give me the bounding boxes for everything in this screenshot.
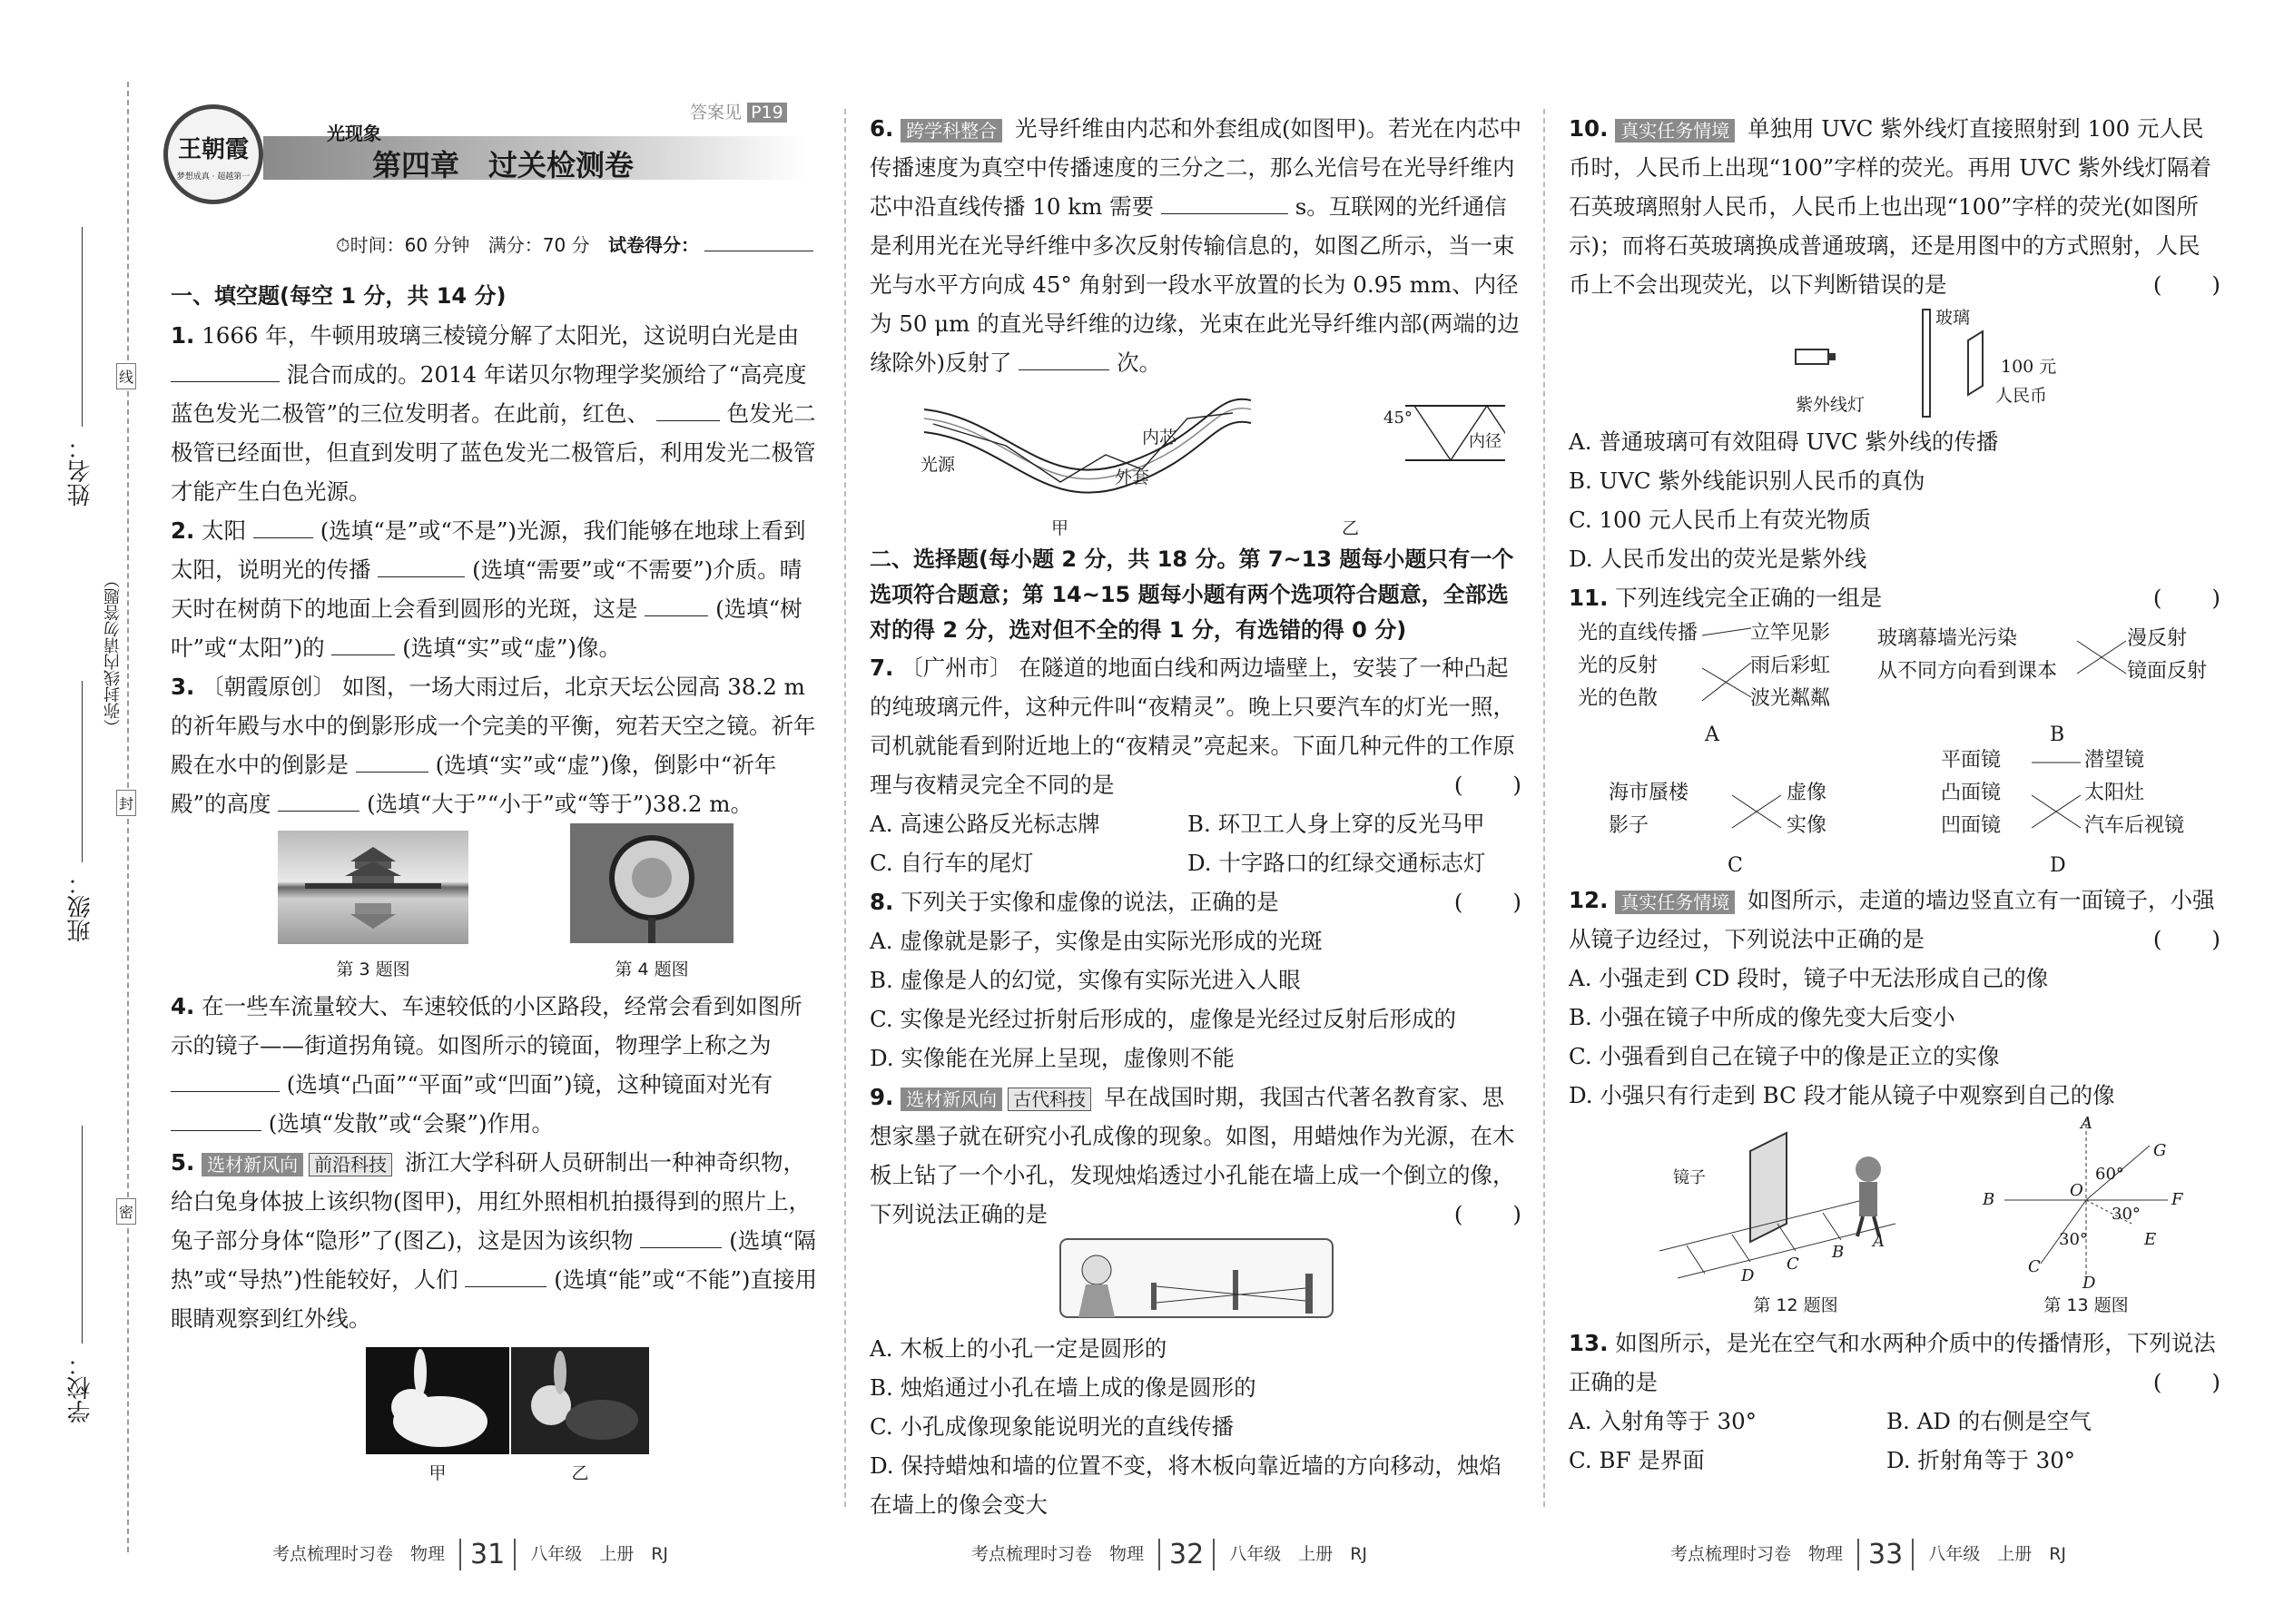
score-label: 试卷得分：: [607, 234, 699, 256]
column-1: [171, 277, 820, 1483]
fig-6b-label: 乙: [1342, 518, 1360, 538]
seal-char-1: 线: [116, 363, 136, 389]
q9-number: 9.: [870, 1084, 894, 1110]
q2-text-2: (选填“是”或“不是”)光源，我们能够在地球上看到太阳，说明光的传播: [171, 517, 806, 583]
q9-tag-2: 古代科技: [1008, 1088, 1091, 1111]
money-label-2: 人民币: [1995, 386, 2048, 406]
fig13-g: G: [2153, 1141, 2167, 1160]
q10-option-d[interactable]: D. 人民币发出的荧光是紫外线: [1569, 546, 1867, 572]
section-2-title: 二、选择题(每小题 2 分，共 18 分。第 7~13 题每小题只有一个选项符合题意；第 14~15 题每小题有两个选项符合题意，全部选对的得 2 分，选对但不全的得 1 分，有选错的得 0 分): [870, 546, 1514, 643]
pinhole-scroll-diagram: [1051, 1234, 1342, 1324]
match-d-right-3: 汽车后视镜: [2084, 814, 2185, 837]
match-a-left-3: 光的色散: [1578, 687, 1659, 710]
footer-book-31: 考点梳理时习卷 物理: [272, 1544, 446, 1564]
q3-text-2: (选填“实”或“虚”)像，倒影中“祈年殿”的高度: [171, 752, 777, 817]
time-limit: ⏱时间：60 分钟: [336, 234, 470, 256]
match-d-right-2: 太阳灶: [2084, 782, 2145, 804]
q3-number: 3.: [171, 674, 195, 700]
q1-number: 1.: [171, 322, 195, 349]
q3-text-3: (选填“大于”“小于”或“等于”)38.2 m。: [367, 791, 753, 817]
footer-book-33: 考点梳理时习卷 物理: [1670, 1544, 1844, 1564]
q13-option-d[interactable]: D. 折射角等于 30°: [1886, 1447, 2076, 1473]
q12-option-b[interactable]: B. 小强在镜子中所成的像先变大后变小: [1569, 1004, 1955, 1030]
fig12-point-b: B: [1832, 1243, 1845, 1262]
q10-text-1: 单独用 UVC 紫外线灯直接照射到 100 元人民币时，人民币上出现“100”字样的荧光。再用 UVC 紫外线灯隔着石英玻璃照射人民币，人民币上也出现“100”字样的荧光(如图所示)；而将石英玻璃换成普通玻璃，还是用图中的方式照射，人民币上不会出现荧光，以下判断错误的是: [1569, 115, 2211, 298]
q12-option-d[interactable]: D. 小强只有行走到 BC 段才能从镜子中观察到自己的像: [1569, 1082, 2115, 1108]
q12-option-c[interactable]: C. 小强看到自己在镜子中的像是正立的实像: [1569, 1043, 2000, 1069]
fig-12-caption: 第 12 题图: [1753, 1295, 1838, 1315]
fig13-o: O: [2070, 1181, 2083, 1200]
fig-13-caption: 第 13 题图: [2043, 1295, 2129, 1315]
q9-option-a[interactable]: A. 木板上的小孔一定是圆形的: [870, 1335, 1167, 1362]
match-b-right-1: 漫反射: [2127, 627, 2188, 650]
fig-3-4-row: [171, 823, 820, 987]
match-b-left: [1877, 623, 2057, 688]
column-divider-1: [844, 109, 846, 1507]
q2-blank-4[interactable]: [331, 631, 395, 655]
q7-options-row-1: [870, 804, 1523, 843]
q13-option-b[interactable]: B. AD 的右侧是空气: [1886, 1408, 2092, 1434]
q5-blank-1[interactable]: [640, 1224, 722, 1248]
logo-sub: 梦想成真 · 超越第一: [176, 172, 251, 182]
q11-text-1: 下列连线完全正确的一组是: [1615, 585, 1883, 611]
q6-number: 6.: [870, 115, 894, 142]
q5-blank-2[interactable]: [465, 1263, 546, 1287]
q9-answer-paren[interactable]: ( ): [1453, 1201, 1523, 1227]
page-title: 第四章 过关检测卷: [372, 148, 635, 182]
q3-tag: 〔朝霞原创〕: [202, 674, 336, 700]
q8-number: 8.: [870, 889, 894, 915]
q6-text-1: 光导纤维由内芯和外套组成(如图甲)。若光在内芯中传播速度为真空中传播速度的三分之二，那么光信号在光导纤维内芯中沿直线传播 10 km 需要: [870, 115, 1522, 220]
q11-answer-paren[interactable]: ( ): [2152, 585, 2222, 611]
q12-tag: 真实任务情境: [1615, 891, 1735, 914]
answer-page-badge: P19: [747, 103, 787, 123]
fig12-point-c: C: [1787, 1255, 1799, 1274]
money-label-1: 100 元: [2001, 357, 2057, 377]
question-11: [1569, 578, 2222, 617]
match-b-label: B: [2050, 723, 2065, 746]
q1-text-2: 混合而成的。2014 年诺贝尔物理学奖颁给了“高亮度蓝色发光二极管”的三位发明者。在此前，红色、: [171, 361, 807, 427]
q5-tag-1: 选材新风向: [202, 1153, 303, 1176]
q4-text-2: (选填“凸面”“平面”或“凹面”)镜，这种镜面对光有: [286, 1071, 773, 1097]
match-a-right-3: 波光粼粼: [1750, 687, 1831, 710]
q13-options-row-2: [1569, 1441, 2222, 1480]
exam-info: [336, 227, 813, 257]
q9-option-b[interactable]: B. 烛焰通过小孔在墙上成的像是圆形的: [870, 1374, 1256, 1401]
match-b-left-1: 玻璃幕墙光污染: [1877, 627, 2018, 650]
match-d-left-2: 凸面镜: [1941, 782, 2002, 804]
q9-text-1: 早在战国时期，我国古代著名教育家、思想家墨子就在研究小孔成像的现象。如图，用蜡烛作为光源，在木板上钻了一个小孔，发现烛焰透过小孔能在墙上成一个倒立的像，下列说法正确的是: [870, 1084, 1515, 1227]
match-d-left-3: 凹面镜: [1941, 814, 2002, 837]
q12-answer-paren[interactable]: ( ): [2152, 926, 2222, 952]
q8-option-d[interactable]: D. 实像能在光屏上呈现，虚像则不能: [870, 1045, 1235, 1071]
fig13-c: C: [2028, 1257, 2041, 1276]
page-number-32: 32: [1158, 1539, 1215, 1570]
q3-blank-1[interactable]: [356, 748, 428, 773]
q12-text-1: 如图所示，走道的墙边竖直立有一面镜子，小强从镜子边经过，下列说法中正确的是: [1569, 887, 2215, 952]
q8-option-c[interactable]: C. 实像是光经过折射后形成的，虚像是光经过反射后形成的: [870, 1006, 1456, 1032]
answer-ref: [690, 99, 787, 123]
unit-label: 光现象: [327, 123, 381, 144]
q10-number: 10.: [1569, 115, 1609, 142]
uv-lamp-label: 紫外线灯: [1796, 395, 1866, 415]
match-a-right-2: 雨后彩虹: [1750, 655, 1831, 677]
q7-option-b[interactable]: B. 环卫工人身上穿的反光马甲: [1187, 811, 1485, 837]
question-7: [870, 648, 1523, 804]
match-d-right: [2084, 744, 2184, 842]
q7-options-row-2: [870, 843, 1523, 882]
fig-3-caption: 第 3 题图: [336, 960, 410, 979]
match-b-right: [2127, 623, 2207, 688]
q7-option-d[interactable]: D. 十字路口的红绿交通标志灯: [1187, 850, 1486, 876]
match-a-right-1: 立竿见影: [1750, 622, 1831, 645]
match-b-left-2: 从不同方向看到课本: [1877, 660, 2058, 683]
question-4: [171, 987, 820, 1143]
q6-text-3: 次。: [1117, 349, 1162, 376]
q2-text-3: (选填“需要”或“不需要”)介质。晴天时在树荫下的地面上会看到圆形的光斑，这是: [171, 556, 802, 622]
refraction-diagram: [1986, 1109, 2186, 1291]
fig13-angle-30b: 30°: [2059, 1230, 2088, 1249]
q4-text-1: 在一些车流量较大、车速较低的小区路段，经常会看到如图所示的镜子——街道拐角镜。如图所示的镜面，物理学上称之为: [171, 993, 802, 1058]
footer-grade-32: 八年级 上册 RJ: [1229, 1544, 1368, 1564]
question-2: [171, 511, 820, 667]
footer-book-32: 考点梳理时习卷 物理: [971, 1544, 1145, 1564]
q7-answer-paren[interactable]: ( ): [1453, 772, 1523, 798]
match-d-left: [1941, 744, 2001, 842]
school-label: 学校：: [67, 1353, 94, 1423]
q12-option-a[interactable]: A. 小强走到 CD 段时，镜子中无法形成自己的像: [1569, 965, 2049, 991]
q6-blank-2[interactable]: [1019, 346, 1109, 370]
fig13-angle-60: 60°: [2095, 1165, 2124, 1184]
q7-option-c[interactable]: C. 自行车的尾灯: [870, 850, 1034, 876]
q13-number: 13.: [1569, 1330, 1609, 1356]
q5-text-1: 浙江大学科研人员研制出一种神奇织物，给白兔身体披上该织物(图甲)，用红外照相机拍摄得到的照片上，兔子部分身体“隐形”了(图乙)，这是因为该织物: [171, 1149, 812, 1254]
question-1: [171, 316, 820, 511]
q7-text-1: 在隧道的地面白线和两边墙壁上，安装了一种凸起的纯玻璃元件，这种元件叫“夜精灵”。晚上只要汽车的灯光一照，司机就能看到附近地上的“夜精灵”亮起来。下面几种元件的工作原理与夜精灵完全不同的是: [870, 655, 1516, 798]
question-10: [1569, 109, 2222, 304]
seal-char-3: 密: [116, 1198, 136, 1225]
full-score: 满分：70 分: [487, 234, 590, 256]
q4-number: 4.: [171, 993, 195, 1019]
fig13-f: F: [2171, 1190, 2183, 1209]
footer-grade-31: 八年级 上册 RJ: [530, 1544, 669, 1564]
temple-icon: [278, 831, 468, 944]
fig-6a-label: 甲: [1051, 518, 1069, 538]
q13-text-1: 如图所示，是光在空气和水两种介质中的传播情形，下列说法正确的是: [1569, 1330, 2216, 1395]
match-b-right-2: 镜面反射: [2127, 660, 2208, 683]
match-c-lines: [1730, 777, 1785, 850]
question-13: [1569, 1324, 2222, 1402]
class-label: 班级：: [67, 871, 94, 942]
fig-4-caption: 第 4 题图: [615, 960, 689, 979]
q7-option-a[interactable]: A. 高速公路反光标志牌: [870, 811, 1100, 837]
match-a-label: A: [1705, 723, 1719, 746]
match-c-right-2: 实像: [1787, 814, 1827, 837]
q12-number: 12.: [1569, 887, 1609, 913]
fig-5b-label: 乙: [571, 1463, 589, 1483]
q2-blank-2[interactable]: [378, 553, 465, 577]
logo: [163, 104, 263, 204]
q5-text-3: (选填“能”或“不能”)直接用眼睛观察到红外线。: [171, 1266, 817, 1332]
fiber-core-label: 内芯: [1142, 428, 1177, 448]
q2-number: 2.: [171, 517, 195, 544]
match-a-left-1: 光的直线传播: [1578, 622, 1698, 645]
fig-6-row: [870, 382, 1523, 536]
seal-note: （弥封线内请勿答题）: [103, 572, 123, 735]
q2-text-1: 太阳: [202, 517, 247, 544]
match-d-right-1: 潜望镜: [2084, 749, 2145, 772]
q6-text-2: s。互联网的光纤通信是利用光在光导纤维中多次反射传输信息的，如图乙所示，当一束光与水平方向成 45° 角射到一段水平放置的长为 0.95 mm、内径为 50 μm 的直光导纤维的边缘，光束在此光导纤维内部(两端的边缘除外)反射了: [870, 193, 1520, 376]
name-label: 姓名：: [67, 436, 94, 507]
binding-margin: [0, 0, 145, 1624]
fig13-b: B: [1983, 1190, 1995, 1209]
question-12: [1569, 881, 2222, 959]
name-field[interactable]: [82, 227, 83, 427]
match-c-right-1: 虚像: [1787, 782, 1827, 804]
footer-page-32: [971, 1539, 1367, 1570]
fiber-angle-label: 45°: [1383, 408, 1413, 428]
temple-photo: [278, 831, 468, 944]
q10-tag: 真实任务情境: [1615, 119, 1735, 143]
q13-options-row-1: [1569, 1402, 2222, 1441]
fig12-point-d: D: [1741, 1266, 1755, 1285]
match-a-left: [1578, 617, 1698, 715]
question-6: [870, 109, 1523, 382]
q6-blank-1[interactable]: [1161, 190, 1288, 214]
q3-blank-2[interactable]: [278, 787, 359, 812]
q6-tag: 跨学科整合: [901, 119, 1002, 143]
fig12-point-a: A: [1873, 1232, 1885, 1251]
q9-option-d[interactable]: D. 保持蜡烛和墙的位置不变，将木板向靠近墙的方向移动，烛焰在墙上的像会变大: [870, 1452, 1501, 1518]
match-c-right: [1787, 777, 1826, 842]
fig13-a: A: [2081, 1114, 2092, 1133]
q7-tag: 〔广州市〕: [901, 655, 1012, 681]
q3-text-1: 如图，一场大雨过后，北京天坛公园高 38.2 m 的祈年殿与水中的倒影形成一个完美的平衡，宛若天空之镜。祈年殿在水中的倒影是: [171, 674, 816, 778]
fiber-cladding-label: 外套: [1115, 468, 1150, 487]
page-number-31: 31: [459, 1539, 516, 1570]
school-field[interactable]: [82, 1126, 83, 1343]
column-2: [870, 109, 1523, 1524]
seal-line: [127, 82, 129, 1552]
fig-5a-label: 甲: [428, 1463, 447, 1483]
glass-label: 玻璃: [1935, 308, 1971, 328]
answer-ref-text: 答案见: [690, 103, 743, 123]
q5-text-2: (选填“隔热”或“导热”)性能较好，人们: [171, 1227, 816, 1293]
question-3: [171, 667, 820, 823]
q9-option-c[interactable]: C. 小孔成像现象能说明光的直线传播: [870, 1413, 1234, 1440]
match-d-label: D: [2050, 854, 2066, 877]
match-c-left-2: 影子: [1609, 814, 1649, 837]
q10-option-b[interactable]: B. UVC 紫外线能识别人民币的真伪: [1569, 468, 1925, 494]
q5-tag-2: 前沿科技: [309, 1153, 392, 1176]
fiber-source-label: 光源: [921, 455, 956, 475]
q10-option-c[interactable]: C. 100 元人民币上有荧光物质: [1569, 507, 1871, 533]
rabbit-photo-b: [511, 1347, 649, 1454]
thermal-rabbit-icon: [511, 1347, 649, 1454]
fig13-d: D: [2082, 1274, 2096, 1293]
match-c-label: C: [1728, 854, 1743, 877]
section-1-title: 一、填空题(每空 1 分，共 14 分): [171, 283, 507, 309]
match-a-right: [1750, 617, 1830, 715]
page-number-33: 33: [1857, 1539, 1914, 1570]
match-a-left-2: 光的反射: [1578, 655, 1659, 677]
q4-blank-1[interactable]: [171, 1068, 280, 1092]
q2-text-5: (选填“实”或“虚”)像。: [402, 635, 621, 661]
rabbit-photo-a: [366, 1347, 509, 1454]
column-divider-2: [1543, 109, 1545, 1507]
fiber-diameter-label: 内径: [1469, 432, 1501, 451]
fig-12-13-row: [1569, 1115, 2222, 1324]
fig12-mirror-label: 镜子: [1673, 1168, 1706, 1187]
q1-text-1: 1666 年，牛顿用玻璃三棱镜分解了太阳光，这说明白光是由: [202, 322, 800, 349]
match-c-left-1: 海市蜃楼: [1609, 782, 1689, 804]
match-b-lines: [2075, 623, 2130, 695]
q4-blank-2[interactable]: [171, 1107, 261, 1131]
score-blank[interactable]: [704, 227, 813, 251]
header: [154, 86, 817, 222]
question-9: [870, 1078, 1523, 1234]
logo-text: 王朝霞: [177, 136, 249, 163]
match-a-lines: [1700, 617, 1755, 717]
q9-tag-1: 选材新风向: [901, 1088, 1002, 1111]
q13-option-c[interactable]: C. BF 是界面: [1569, 1447, 1705, 1473]
q4-text-3: (选填“发散”或“会聚”)作用。: [268, 1110, 555, 1137]
q2-blank-1[interactable]: [253, 514, 313, 538]
class-field[interactable]: [82, 681, 83, 862]
rabbit-icon: [366, 1347, 509, 1454]
seal-char-2: 封: [116, 790, 136, 816]
convex-mirror-photo: [570, 823, 733, 943]
fig13-e: E: [2144, 1230, 2157, 1249]
match-c-left: [1609, 777, 1689, 842]
q1-blank-2[interactable]: [656, 397, 720, 421]
question-5: [171, 1143, 820, 1338]
q8-text-1: 下列关于实像和虚像的说法，正确的是: [901, 889, 1279, 915]
q7-number: 7.: [870, 655, 894, 681]
fig-5-row: [171, 1338, 820, 1483]
question-8: [870, 882, 1523, 921]
q2-blank-3[interactable]: [645, 592, 708, 616]
q11-number: 11.: [1569, 585, 1609, 611]
fig-9-row: [870, 1234, 1523, 1329]
fig-10-row: [1569, 304, 2222, 422]
q2-text-4: (选填“树叶”或“太阳”)的: [171, 595, 802, 661]
q13-answer-paren[interactable]: ( ): [2152, 1369, 2222, 1395]
q1-text-3: 色发光二极管已经面世，但直到发明了蓝色发光二极管后，利用发光二极管才能产生白色光源。: [171, 400, 816, 505]
match-d-lines: [2030, 744, 2084, 844]
footer-page-31: [272, 1539, 668, 1570]
q5-number: 5.: [171, 1149, 195, 1176]
q1-blank-1[interactable]: [171, 358, 280, 382]
q8-answer-paren[interactable]: ( ): [1453, 889, 1523, 915]
footer-grade-33: 八年级 上册 RJ: [1928, 1544, 2067, 1564]
q10-answer-paren[interactable]: ( ): [2152, 271, 2222, 298]
q8-option-a[interactable]: A. 虚像就是影子，实像是由实际光形成的光斑: [870, 928, 1323, 954]
footer-page-33: [1670, 1539, 2066, 1570]
fig-11-matching: [1569, 617, 2222, 881]
q8-option-b[interactable]: B. 虚像是人的幻觉，实像有实际光进入人眼: [870, 967, 1301, 993]
round-mirror-icon: [570, 823, 733, 943]
q13-option-a[interactable]: A. 入射角等于 30°: [1569, 1408, 1757, 1434]
column-3: [1569, 109, 2222, 1480]
q10-option-a[interactable]: A. 普通玻璃可有效阻碍 UVC 紫外线的传播: [1569, 428, 1999, 455]
match-d-left-1: 平面镜: [1941, 749, 2002, 772]
fig13-angle-30a: 30°: [2112, 1205, 2141, 1224]
